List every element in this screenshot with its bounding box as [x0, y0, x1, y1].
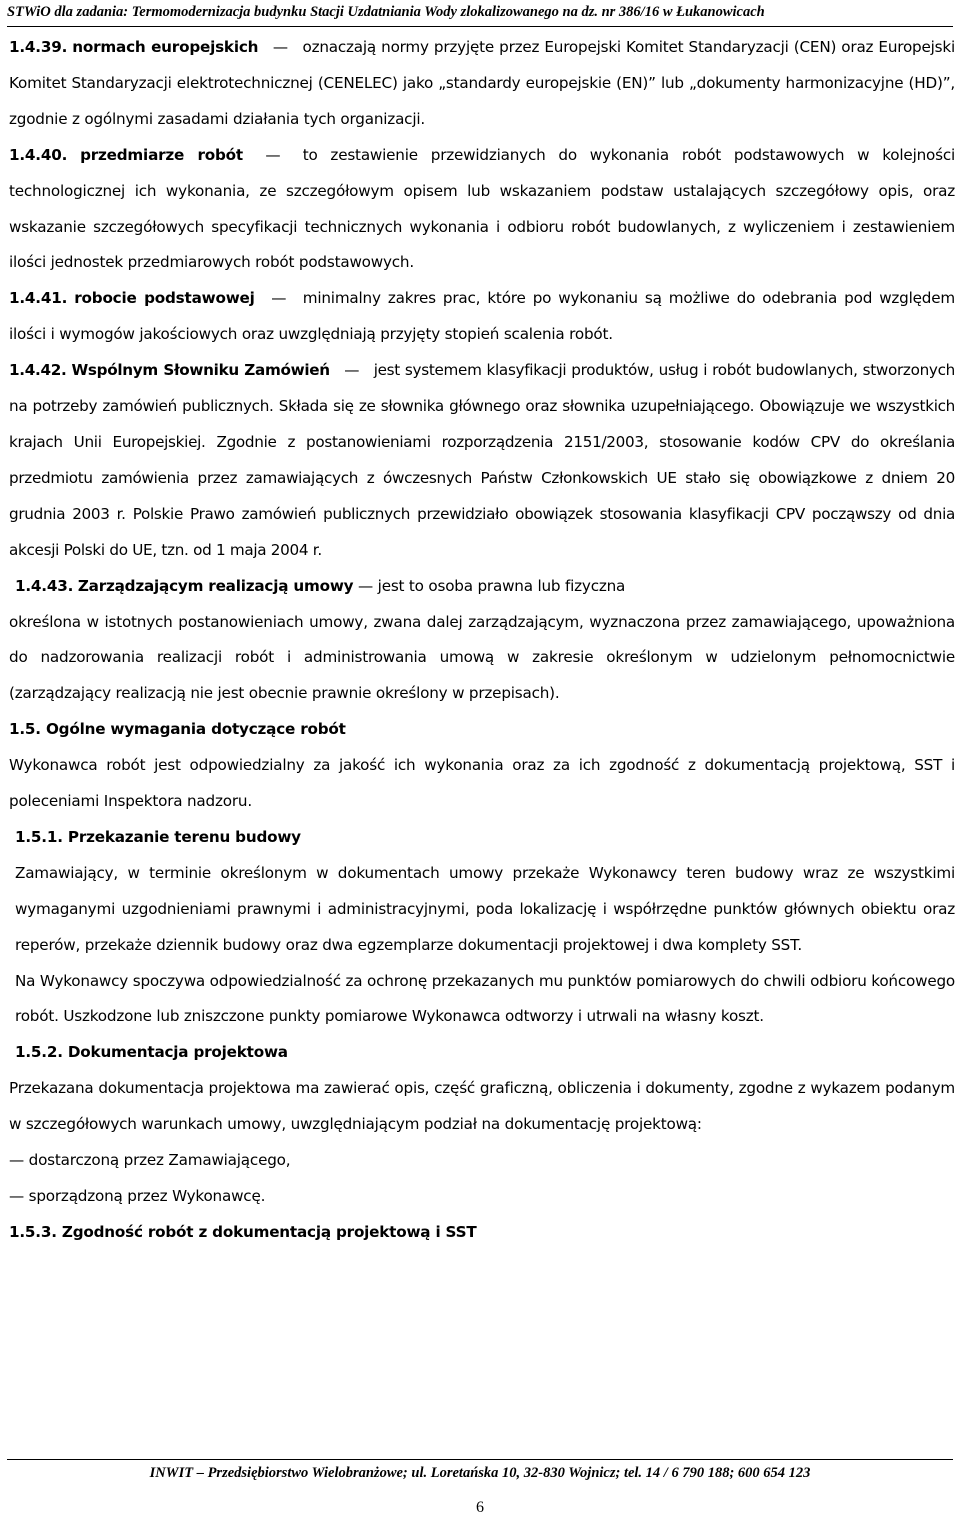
paragraph — [9, 748, 955, 820]
list-item-text: sporządzoną przez Wykonawcę. — [28, 1187, 266, 1205]
section-heading-1-5 — [9, 712, 955, 748]
paragraph — [9, 964, 955, 1036]
footer-rule — [7, 1459, 953, 1460]
section-heading-1-5-2 — [9, 1035, 955, 1071]
paragraph-text: Zamawiający, w terminie określonym w dokumentach umowy przekaże Wykonawcy teren budowy wraz ze wszystkimi wymaganymi uzgodnieniami prawnymi i administracyjnymi, poda lokalizację i współrzędne punktów głównych obiektu oraz reperów, przekaże dziennik budowy oraz dwa egzemplarze dokumentacji projektowej i dwa komplety SST. — [15, 863, 955, 954]
paragraph-text: Na Wykonawcy spoczywa odpowiedzialność za ochronę przekazanych mu punktów pomiarowych do chwili odbioru końcowego robót. Uszkodzone lub zniszczone punkty pomiarowe Wykonawca odtworzy i utrwali na własny koszt. — [15, 971, 955, 1026]
em-dash: — — [344, 361, 360, 380]
section-heading-text: 1.5.1. Przekazanie terenu budowy — [15, 827, 301, 846]
section-heading-text: 1.5. Ogólne wymagania dotyczące robót — [9, 720, 346, 739]
definition-1-4-41 — [9, 281, 955, 353]
paragraph-text: Przekazana dokumentacja projektowa ma zawierać opis, część graficzną, obliczenia i dokumenty, zgodne z wykazem podanym w szczegółowych warunkach umowy, uwzględniającym podział na dokumentację projektową: — [9, 1079, 955, 1134]
definition-term: Wspólnym Słowniku Zamówień — [71, 361, 330, 380]
section-heading-text: 1.5.2. Dokumentacja projektowa — [15, 1043, 288, 1062]
em-dash: — — [358, 576, 374, 595]
list-dash: — — [9, 1187, 24, 1205]
section-heading-text: 1.5.3. Zgodność robót z dokumentacją projektową i SST — [9, 1222, 477, 1241]
definition-text: minimalny zakres prac, które po wykonaniu są możliwe do odebrania pod względem ilości i wymogów jakościowych oraz uwzględniają przyjęty stopień scalenia robót. — [9, 289, 955, 344]
definition-number: 1.4.41. — [9, 289, 68, 308]
list-item — [9, 1143, 955, 1179]
header-rule — [7, 26, 953, 27]
definition-term: przedmiarze robót — [80, 145, 243, 164]
list-dash: — — [9, 1151, 24, 1170]
list-item-text: dostarczoną przez Zamawiającego, — [28, 1151, 291, 1170]
list-item — [9, 1179, 955, 1215]
definition-number: 1.4.43. — [15, 576, 74, 595]
definition-text: jest systemem klasyfikacji produktów, usług i robót budowlanych, stworzonych na potrzeby zamówień publicznych. Składa się ze słownika głównego oraz słownika uzupełniającego. Obowiązuje we wszystkich krajach Unii Europejskiej. Zgodnie z postanowieniami rozporządzenia 2151/2003, stosowanie kodów CPV do określania przedmiotu zamówienia przez zamawiających z ówczesnych Państw Członkowskich UE stało się obowiązkowe z dniem 20 grudnia 2003 r. Polskie Prawo zamówień publicznych przewidziało obowiązek stosowania klasyfikacji CPV począwszy od dnia akcesji Polski do UE, tzn. od 1 maja 2004 r. — [9, 361, 955, 559]
definition-term: Zarządzającym realizacją umowy — [77, 576, 354, 595]
definition-1-4-39 — [9, 30, 955, 138]
paragraph — [9, 856, 955, 964]
em-dash: — — [272, 38, 288, 56]
definition-1-4-43 — [9, 569, 955, 605]
definition-text: to zestawienie przewidzianych do wykonania robót podstawowych w kolejności technologicznej ich wykonania, ze szczegółowym opisem lub wskazaniem podstaw ustalających szczegółowy opis, oraz wskazanie szczegółowych specyfikacji technicznych wykonania i odbioru robót budowlanych, z wyliczeniem i zestawieniem ilości jednostek przedmiarowych robót podstawowych. — [9, 145, 955, 272]
definition-term: normach europejskich — [72, 38, 259, 56]
document-body — [9, 30, 955, 1251]
definition-term: robocie podstawowej — [74, 289, 255, 308]
section-heading-1-5-1 — [9, 820, 955, 856]
em-dash: — — [271, 289, 287, 308]
definition-number: 1.4.40. — [9, 145, 68, 164]
page-footer: INWIT – Przedsiębiorstwo Wielobranżowe; ul. Loretańska 10, 32-830 Wojnicz; tel. 14 / 6 790 188; 600 654 123 — [149, 1465, 811, 1481]
paragraph-text: Wykonawca robót jest odpowiedzialny za jakość ich wykonania oraz za ich zgodność z dokumentacją projektową, SST i poleceniami Inspektora nadzoru. — [9, 756, 955, 811]
definition-number: 1.4.39. — [9, 38, 68, 56]
definition-text: oznaczają normy przyjęte przez Europejski Komitet Standaryzacji (CEN) oraz Europejski Komitet Standaryzacji elektrotechnicznej (CENELEC) jako „standardy europejskie (EN)” lub „dokumenty harmonizacyjne (HD)”, zgodnie z ogólnymi zasadami działania tych organizacji. — [9, 38, 955, 128]
paragraph — [9, 1071, 955, 1143]
page-number: 6 — [476, 1499, 484, 1516]
definition-1-4-42 — [9, 353, 955, 568]
em-dash: — — [265, 145, 281, 164]
definition-1-4-43-continued — [9, 605, 955, 713]
definition-text: jest to osoba prawna lub fizyczna — [377, 576, 626, 595]
section-heading-1-5-3 — [9, 1215, 955, 1251]
page-header: STWiO dla zadania: Termomodernizacja budynku Stacji Uzdatniania Wody zlokalizowanego na dz. nr 386/16 w Łukanowicach — [7, 4, 765, 20]
definition-1-4-40 — [9, 138, 955, 282]
definition-number: 1.4.42. — [9, 361, 67, 380]
definition-text: określona w istotnych postanowieniach umowy, zwana dalej zarządzającym, wyznaczona przez zamawiającego, upoważniona do nadzorowania realizacji robót i administrowania umową w zakresie określonym w udzielonym pełnomocnictwie (zarządzający realizacją nie jest obecnie prawnie określony w przepisach). — [9, 612, 955, 703]
